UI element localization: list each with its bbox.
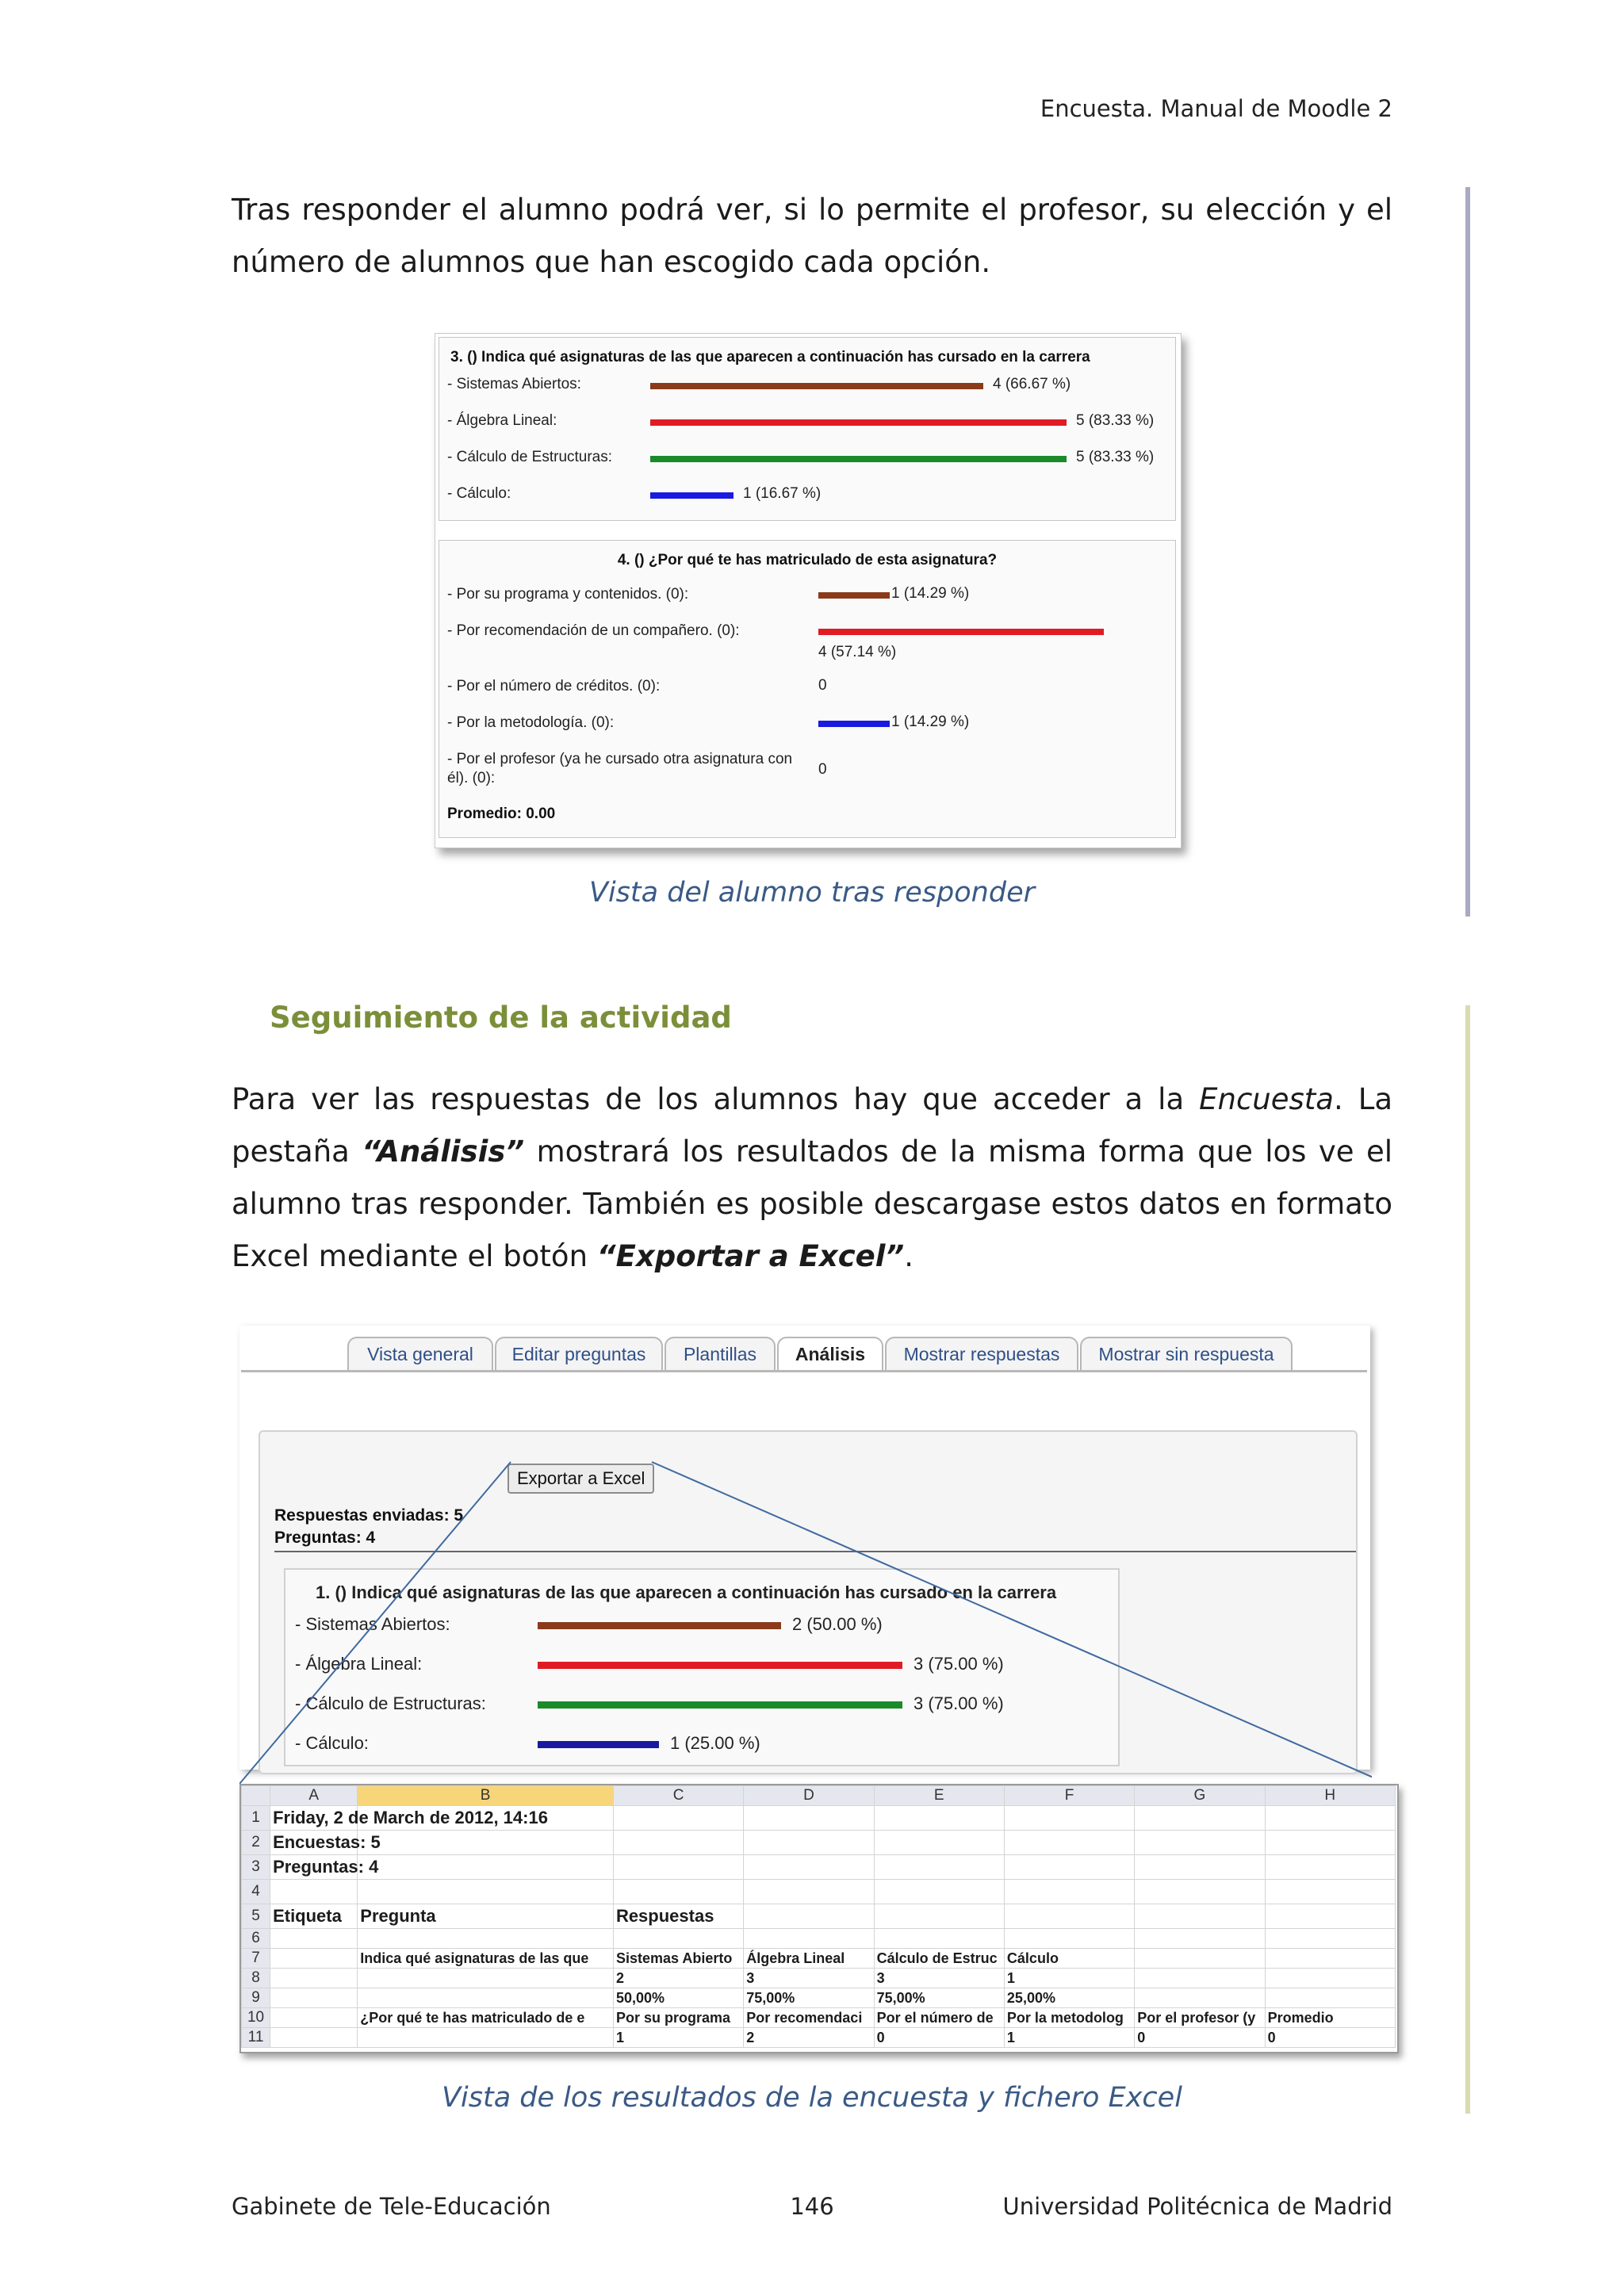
excel-sheet [239, 1784, 1399, 2053]
excel-row-number[interactable]: 1 [242, 1806, 270, 1831]
q3-option-bar [650, 383, 983, 389]
excel-cell[interactable] [1004, 1831, 1134, 1855]
excel-cell[interactable]: 0 [874, 2028, 1004, 2048]
q4-option-value: 0 [818, 761, 827, 778]
excel-cell[interactable] [1004, 1855, 1134, 1880]
excel-row [242, 2028, 1396, 2048]
excel-cell[interactable] [744, 1904, 874, 1929]
excel-cell[interactable]: Respuestas [613, 1904, 743, 1929]
excel-row [242, 1929, 1396, 1949]
q4-option-value: 1 (14.29 %) [891, 585, 970, 602]
excel-cell[interactable] [744, 1929, 874, 1949]
excel-cell[interactable] [358, 1969, 614, 1988]
excel-corner[interactable] [242, 1786, 270, 1806]
tab-vista-general[interactable]: Vista general [347, 1337, 493, 1370]
analysis-paragraph [232, 1073, 1392, 1283]
question-4-title: 4. () ¿Por qué te has matriculado de esta asignatura? [617, 552, 998, 568]
excel-row-number[interactable]: 3 [242, 1855, 270, 1880]
q1-option-label: - Cálculo de Estructuras: [295, 1693, 486, 1713]
q3-option-label: - Cálculo de Estructuras: [447, 449, 613, 465]
excel-cell[interactable] [1265, 1904, 1395, 1929]
q1-option-label: - Cálculo: [295, 1733, 369, 1753]
question-4-box [439, 540, 1176, 838]
excel-cell[interactable]: Preguntas: 4 [270, 1855, 358, 1880]
excel-cell[interactable]: 75,00% [744, 1988, 874, 2008]
excel-row-number[interactable]: 2 [242, 1831, 270, 1855]
excel-cell[interactable] [1265, 1988, 1395, 2008]
excel-cell[interactable]: Álgebra Lineal [744, 1949, 874, 1969]
section-title: Seguimiento de la actividad [270, 1001, 732, 1035]
excel-cell[interactable] [1135, 1806, 1265, 1831]
excel-cell[interactable]: Friday, 2 de March de 2012, 14:16 [270, 1806, 358, 1831]
excel-cell[interactable] [613, 1929, 743, 1949]
excel-cell[interactable] [1004, 1880, 1134, 1904]
excel-column-header[interactable]: A [270, 1786, 358, 1806]
para-text: mostrará los resultados de la misma forma que los ve el alumno tras responder. También es posible descargase estos datos en formato Excel mediante el botón [232, 1135, 1393, 1273]
excel-cell[interactable] [744, 1855, 874, 1880]
excel-cell[interactable]: 75,00% [874, 1988, 1004, 2008]
excel-cell[interactable] [358, 1831, 614, 1855]
page-number: 146 [790, 2193, 834, 2220]
q1-option-value: 3 (75.00 %) [914, 1654, 1004, 1674]
excel-cell[interactable]: Por su programa [613, 2008, 743, 2028]
excel-cell[interactable] [1135, 1988, 1265, 2008]
q4-option-label: - Por el profesor (ya he cursado otra asignatura con él). (0): [447, 751, 793, 786]
question-3-box [439, 337, 1176, 521]
excel-cell[interactable] [613, 1880, 743, 1904]
excel-column-header[interactable]: C [613, 1786, 743, 1806]
excel-cell[interactable]: 0 [1265, 2028, 1395, 2048]
excel-cell[interactable]: Cálculo [1004, 1949, 1134, 1969]
excel-column-header[interactable]: E [874, 1786, 1004, 1806]
excel-row-number[interactable]: 10 [242, 2008, 270, 2028]
excel-cell[interactable]: 2 [744, 2028, 874, 2048]
excel-cell[interactable] [1135, 1831, 1265, 1855]
excel-cell[interactable] [1265, 1929, 1395, 1949]
excel-cell[interactable]: Por el profesor (y [1135, 2008, 1265, 2028]
excel-cell[interactable] [1004, 1929, 1134, 1949]
excel-row [242, 1806, 1396, 1831]
excel-cell[interactable] [270, 2008, 358, 2028]
tab-mostrar-respuestas[interactable]: Mostrar respuestas [885, 1337, 1078, 1370]
q1-option-value: 2 (50.00 %) [792, 1614, 883, 1634]
running-header: Encuesta. Manual de Moodle 2 [1040, 95, 1392, 122]
excel-cell[interactable]: Etiqueta [270, 1904, 358, 1929]
q1-option-value: 1 (25.00 %) [670, 1733, 760, 1753]
footer-left: Gabinete de Tele-Educación [232, 2193, 551, 2220]
excel-cell[interactable]: 25,00% [1004, 1988, 1134, 2008]
margin-rule [1465, 1005, 1470, 2114]
excel-cell[interactable] [270, 2028, 358, 2048]
q3-option-value: 1 (16.67 %) [743, 485, 822, 502]
excel-row [242, 1988, 1396, 2008]
q3-option-bar [650, 419, 1067, 426]
excel-cell[interactable] [613, 1806, 743, 1831]
excel-cell[interactable]: Cálculo de Estruc [874, 1949, 1004, 1969]
responses-count: Respuestas enviadas: 5 [274, 1506, 464, 1525]
excel-cell[interactable]: Indica qué asignaturas de las que [358, 1949, 614, 1969]
q1-option-label: - Álgebra Lineal: [295, 1654, 423, 1674]
tab-mostrar-sin-respuesta[interactable]: Mostrar sin respuesta [1080, 1337, 1293, 1370]
excel-row-number[interactable]: 9 [242, 1988, 270, 2008]
excel-cell[interactable] [874, 1904, 1004, 1929]
q3-option-value: 4 (66.67 %) [993, 376, 1071, 392]
excel-column-header[interactable]: D [744, 1786, 874, 1806]
excel-row-number[interactable]: 4 [242, 1880, 270, 1904]
q4-option-bar [818, 629, 1104, 635]
excel-cell[interactable]: 3 [744, 1969, 874, 1988]
q4-option-value: 0 [818, 677, 827, 694]
para-text: . [904, 1239, 914, 1273]
analysis-figure [239, 1326, 1372, 2055]
excel-cell[interactable]: Encuestas: 5 [270, 1831, 358, 1855]
q3-option-bar [650, 456, 1067, 462]
excel-row [242, 1831, 1396, 1855]
excel-cell[interactable] [1135, 1929, 1265, 1949]
excel-cell[interactable] [270, 1988, 358, 2008]
footer-right: Universidad Politécnica de Madrid [1002, 2193, 1392, 2220]
average-label: Promedio: 0.00 [447, 806, 556, 822]
excel-cell[interactable] [1135, 1949, 1265, 1969]
tab-plantillas[interactable]: Plantillas [665, 1337, 776, 1370]
excel-cell[interactable] [1135, 1855, 1265, 1880]
excel-cell[interactable] [358, 1880, 614, 1904]
excel-cell[interactable] [744, 1806, 874, 1831]
question-3-title: 3. () Indica qué asignaturas de las que aparecen a continuación has cursado en la carrera [450, 349, 1090, 365]
excel-row [242, 1904, 1396, 1929]
excel-row-number[interactable]: 8 [242, 1969, 270, 1988]
excel-row [242, 1855, 1396, 1880]
excel-cell[interactable] [358, 1929, 614, 1949]
excel-cell[interactable] [358, 1855, 614, 1880]
excel-cell[interactable] [1265, 1969, 1395, 1988]
excel-cell[interactable] [744, 1880, 874, 1904]
excel-cell[interactable]: Promedio [1265, 2008, 1395, 2028]
intro-paragraph: Tras responder el alumno podrá ver, si lo permite el profesor, su elección y el número de alumnos que han escogido cada opción. [232, 193, 1392, 279]
excel-cell[interactable] [270, 1929, 358, 1949]
excel-row-number[interactable]: 5 [242, 1904, 270, 1929]
excel-cell[interactable] [358, 2028, 614, 2048]
excel-row [242, 1969, 1396, 1988]
excel-cell[interactable] [1135, 1880, 1265, 1904]
excel-cell[interactable]: ¿Por qué te has matriculado de e [358, 2008, 614, 2028]
q4-option-label: - Por su programa y contenidos. (0): [447, 586, 689, 603]
excel-column-header[interactable]: G [1135, 1786, 1265, 1806]
para-analisis: “Análisis” [362, 1135, 525, 1169]
excel-cell[interactable] [1265, 1949, 1395, 1969]
excel-row-number[interactable]: 11 [242, 2028, 270, 2048]
q1-option-value: 3 (75.00 %) [914, 1693, 1004, 1713]
questions-count: Preguntas: 4 [274, 1529, 376, 1547]
excel-column-header[interactable]: F [1004, 1786, 1134, 1806]
excel-row-number[interactable]: 7 [242, 1949, 270, 1969]
excel-column-header[interactable]: B [358, 1786, 614, 1806]
excel-cell[interactable] [1265, 1880, 1395, 1904]
excel-row [242, 1880, 1396, 1904]
excel-cell[interactable] [874, 1929, 1004, 1949]
excel-column-header[interactable]: H [1265, 1786, 1395, 1806]
excel-row-number[interactable]: 6 [242, 1929, 270, 1949]
excel-row [242, 1949, 1396, 1969]
para-exportar: “Exportar a Excel” [596, 1239, 905, 1273]
excel-cell[interactable] [1265, 1855, 1395, 1880]
excel-cell[interactable] [358, 1988, 614, 2008]
excel-cell[interactable]: Por recomendaci [744, 2008, 874, 2028]
q3-option-value: 5 (83.33 %) [1076, 412, 1155, 429]
q3-option-label: - Sistemas Abiertos: [447, 376, 581, 392]
excel-cell[interactable]: Por el número de [874, 2008, 1004, 2028]
excel-cell[interactable] [744, 1831, 874, 1855]
excel-grid [241, 1785, 1396, 2048]
para-text: Para ver las respuestas de los alumnos hay que acceder a la [232, 1082, 1200, 1116]
zoom-connector [239, 1326, 1372, 1801]
excel-cell[interactable]: Sistemas Abierto [613, 1949, 743, 1969]
excel-cell[interactable] [1004, 1904, 1134, 1929]
excel-cell[interactable]: 2 [613, 1969, 743, 1988]
q4-option-label: - Por la metodología. (0): [447, 714, 615, 731]
excel-cell[interactable] [1265, 1806, 1395, 1831]
q4-option-value: 1 (14.29 %) [891, 714, 970, 730]
excel-cell[interactable]: Pregunta [358, 1904, 614, 1929]
margin-rule [1465, 187, 1470, 916]
excel-cell[interactable] [874, 1831, 1004, 1855]
excel-cell[interactable] [270, 1969, 358, 1988]
excel-cell[interactable] [1004, 1806, 1134, 1831]
excel-cell[interactable]: Por la metodolog [1004, 2008, 1134, 2028]
excel-cell[interactable] [1265, 1831, 1395, 1855]
q4-option-label: - Por recomendación de un compañero. (0): [447, 622, 740, 639]
q4-option-label: - Por el número de créditos. (0): [447, 678, 661, 695]
excel-cell[interactable]: 0 [1135, 2028, 1265, 2048]
para-encuesta: Encuesta [1199, 1082, 1334, 1116]
excel-cell[interactable]: 50,00% [613, 1988, 743, 2008]
q4-option-bar [818, 721, 890, 727]
excel-row [242, 2008, 1396, 2028]
q3-option-bar [650, 492, 733, 499]
q3-option-label: - Álgebra Lineal: [447, 412, 557, 429]
excel-cell[interactable] [1135, 1904, 1265, 1929]
student-result-figure [435, 333, 1182, 848]
figure-1-caption: Vista del alumno tras responder [589, 877, 1035, 909]
excel-cell[interactable]: 3 [874, 1969, 1004, 1988]
excel-cell[interactable] [613, 1831, 743, 1855]
excel-cell[interactable] [270, 1880, 358, 1904]
excel-cell[interactable] [874, 1880, 1004, 1904]
tab-an-lisis[interactable]: Análisis [777, 1337, 883, 1370]
tab-editar-preguntas[interactable]: Editar preguntas [495, 1337, 663, 1370]
q4-option-value: 4 (57.14 %) [818, 644, 897, 660]
excel-cell[interactable] [874, 1806, 1004, 1831]
excel-cell[interactable] [1135, 1969, 1265, 1988]
excel-cell[interactable]: 1 [1004, 1969, 1134, 1988]
q1-option-label: - Sistemas Abiertos: [295, 1614, 450, 1634]
q3-option-value: 5 (83.33 %) [1076, 449, 1155, 465]
excel-cell[interactable] [874, 1855, 1004, 1880]
excel-cell[interactable] [270, 1949, 358, 1969]
q4-option-bar [818, 592, 890, 599]
figure-2-caption: Vista de los resultados de la encuesta y fichero Excel [442, 2082, 1182, 2114]
excel-cell[interactable]: 1 [613, 2028, 743, 2048]
excel-cell[interactable] [613, 1855, 743, 1880]
question-1-title: 1. () Indica qué asignaturas de las que aparecen a continuación has cursado en la carrera [316, 1582, 1057, 1602]
export-excel-button[interactable]: Exportar a Excel [508, 1464, 654, 1494]
excel-cell[interactable]: 1 [1004, 2028, 1134, 2048]
para-text: . La pestaña [232, 1082, 1392, 1169]
q3-option-label: - Cálculo: [447, 485, 511, 502]
